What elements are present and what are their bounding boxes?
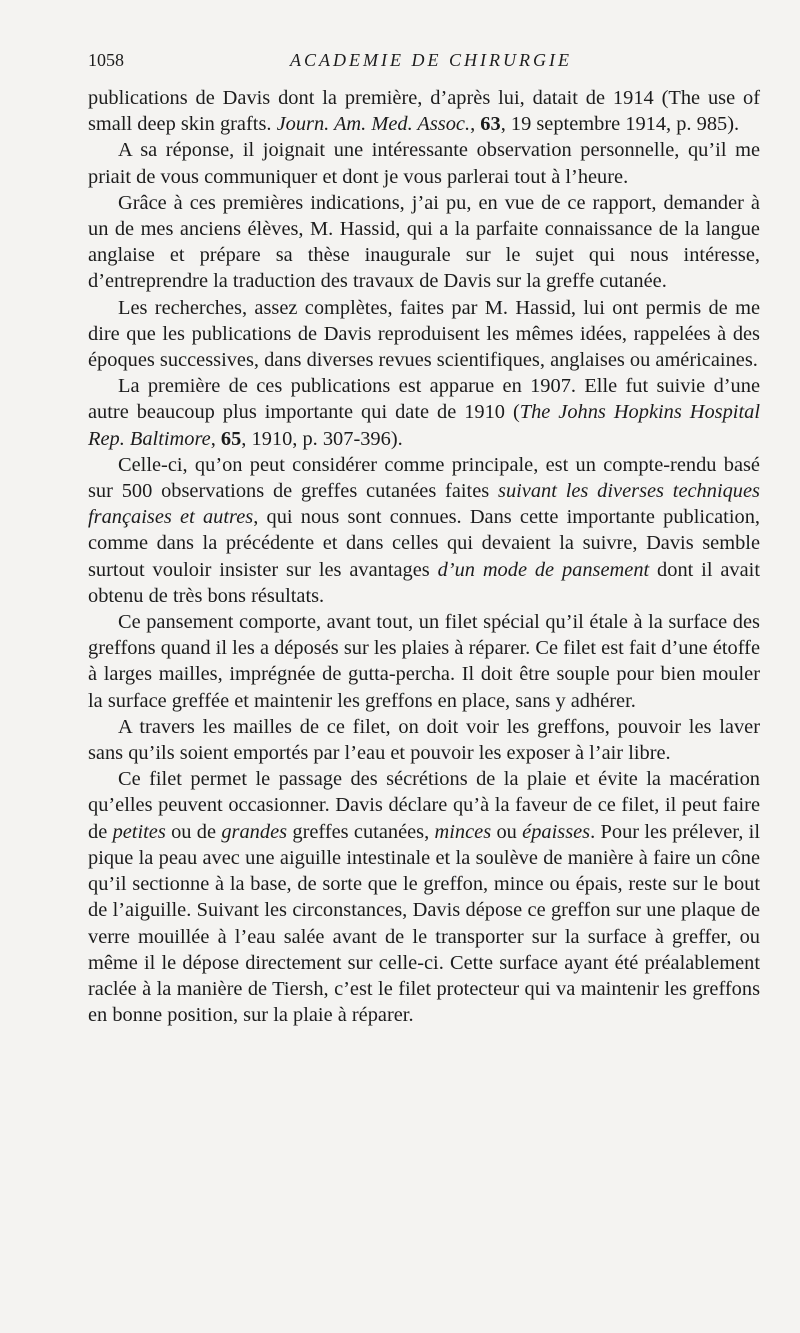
paragraph <box>88 137 760 189</box>
paragraph <box>88 452 760 609</box>
paragraph <box>88 766 760 1028</box>
text-run: A travers les mailles de ce filet, on doit voir les greffons, pouvoir les laver sans qu’ils soient emportés par l’eau et pouvoir les exposer à l’air libre. <box>88 715 760 765</box>
paragraph <box>88 190 760 295</box>
text-run: ou <box>491 820 523 843</box>
italic-text: épaisses <box>522 820 591 843</box>
running-title: ACADEMIE DE CHIRURGIE <box>290 50 572 70</box>
article-body <box>88 85 760 1028</box>
text-run: greffes cutanées, <box>287 820 435 843</box>
page-header <box>88 50 758 74</box>
paragraph <box>88 85 760 137</box>
paragraph <box>88 609 760 714</box>
italic-text: minces <box>434 820 492 843</box>
italic-text: The Johns Hopkins Hospital Rep. Baltimore <box>88 401 760 450</box>
text-run: , 19 septembre 1914, p. 985). <box>500 113 740 136</box>
text-run: A sa réponse, il joignait une intéressante observation personnelle, qu’il me priait de vous communiquer et dont je vous parlerai tout à l’heure. <box>88 139 760 188</box>
text-run: , 1910, p. 307-396). <box>241 427 403 450</box>
bold-text: 63 <box>480 113 501 136</box>
text-run: Ce filet permet le passage des sécrétions de la plaie et évite la macération qu’elles peuvent occasionner. Davis déclare qu’à la faveur de ce filet, il peut faire de <box>88 768 760 843</box>
text-run: , <box>470 113 481 136</box>
text-run: Les recherches, assez complètes, faites par M. Hassid, lui ont permis de me dire que les publications de Davis reproduisent les mêmes idées, rappelées à des époques successives, dans diverses revues scientifiques, anglaises ou américaines. <box>88 296 760 372</box>
text-run: La première de ces publications est apparue en 1907. Elle fut suivie d’une autre beaucoup plus importante qui date de 1910 ( <box>88 375 760 424</box>
text-run: publications de Davis dont la première, d’après lui, datait de 1914 (The use of small deep skin grafts. <box>88 87 760 136</box>
text-run: dont il avait obtenu de très bons résultats. <box>88 558 760 607</box>
italic-text: grandes <box>221 820 288 843</box>
text-run: ou de <box>165 820 222 843</box>
italic-text: Journ. Am. Med. Assoc. <box>276 113 471 136</box>
paragraph <box>88 714 760 766</box>
paragraph <box>88 295 760 374</box>
text-run: Grâce à ces premières indications, j’ai pu, en vue de ce rapport, demander à un de mes anciens élèves, M. Hassid, qui a la parfaite connaissance de la langue anglaise et prépare sa thèse inaugurale sur le sujet qui nous intéresse, d’entreprendre la traduction des travaux de Davis sur la greffe cutanée. <box>88 191 760 293</box>
text-run: , <box>210 427 221 450</box>
bold-text: 65 <box>220 427 242 450</box>
text-run: , qui nous sont connues. Dans cette importante publication, comme dans la précédente et dans celles qui devaient la suivre, Davis semble surtout vouloir insister sur les avantages <box>88 506 761 581</box>
italic-text: suivant les diverses techniques françaises et autres <box>88 480 760 529</box>
paragraph <box>88 373 760 452</box>
text-run: . Pour les prélever, il pique la peau avec une aiguille intestinale et la soulève de manière à faire un cône qu’il sectionne à la base, de sorte que le greffon, mince ou épais, reste sur le bout de l’aiguille. Suivant les circonstances, Davis dépose ce greffon sur une plaque de verre mouillée à l’eau salée avant de le transporter sur la surface à greffer, ou même il le dépose directement sur celle-ci. Cette surface ayant été préalablement raclée à la manière de Tiersh, c’est le filet protecteur qui va maintenir les greffons en bonne position, sur la plaie à réparer. <box>88 820 761 1027</box>
text-run: Ce pansement comporte, avant tout, un filet spécial qu’il étale à la surface des greffons quand il les a déposés sur les plaies à réparer. Ce filet est fait d’une étoffe à larges mailles, imprégnée de gutta-percha. Il doit être souple pour bien mouler la surface greffée et maintenir les greffons en place, sans y adhérer. <box>88 611 760 712</box>
italic-text: petites <box>112 820 166 843</box>
page-number: 1058 <box>88 50 124 70</box>
text-run: Celle-ci, qu’on peut considérer comme principale, est un compte-rendu basé sur 500 observations de greffes cutanées faites <box>88 453 760 503</box>
italic-text: d’un mode de pansement <box>437 558 650 581</box>
